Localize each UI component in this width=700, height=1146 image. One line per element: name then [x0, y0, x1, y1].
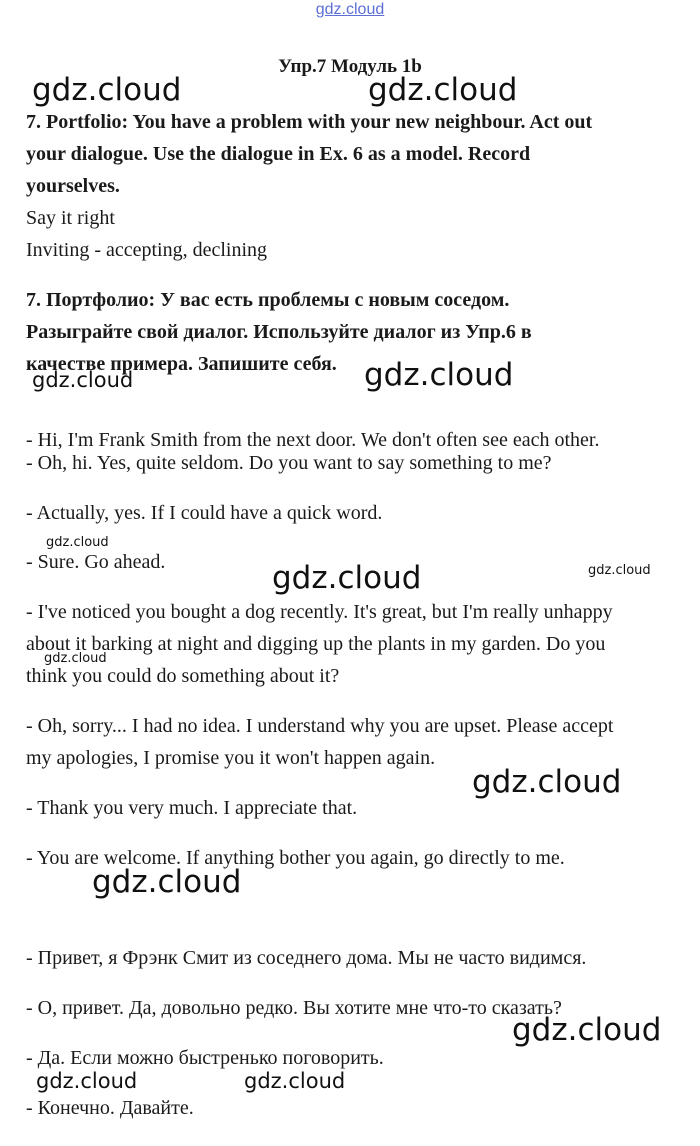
dialogue-ru-line: - О, привет. Да, довольно редко. Вы хотите мне что-то сказать? — [26, 997, 562, 1019]
dialogue-en-line: - You are welcome. If anything bother you again, go directly to me. — [26, 847, 565, 869]
watermark: gdz.cloud — [588, 563, 651, 578]
dialogue-en-line: think you could do something about it? — [26, 665, 340, 687]
watermark: gdz.cloud — [364, 357, 514, 393]
watermark: gdz.cloud — [36, 1069, 138, 1093]
watermark: gdz.cloud — [472, 764, 622, 800]
dialogue-en-line: - Actually, yes. If I could have a quick word. — [26, 502, 383, 524]
task-ru-line: Разыграйте свой диалог. Используйте диалог из Упр.6 в — [26, 321, 532, 343]
dialogue-en-line: - Hi, I'm Frank Smith from the next door. We don't often see each other. — [26, 429, 600, 451]
watermark: gdz.cloud — [92, 864, 242, 900]
watermark: gdz.cloud — [368, 72, 518, 108]
task-en-line: your dialogue. Use the dialogue in Ex. 6 as a model. Record — [26, 143, 531, 165]
watermark: gdz.cloud — [44, 651, 107, 666]
dialogue-ru-line: - Конечно. Давайте. — [26, 1097, 194, 1119]
dialogue-ru-line: - Да. Если можно быстренько поговорить. — [26, 1047, 384, 1069]
inviting-subheading: Inviting - accepting, declining — [26, 239, 268, 261]
watermark: gdz.cloud — [244, 1069, 346, 1093]
task-ru-line: качестве примера. Запишите себя. — [26, 353, 337, 375]
task-ru-line: 7. Портфолио: У вас есть проблемы с новым соседом. — [26, 289, 510, 311]
task-en-line: yourselves. — [26, 175, 120, 197]
dialogue-ru-line: - Привет, я Фрэнк Смит из соседнего дома. Мы не часто видимся. — [26, 947, 587, 969]
dialogue-en-line: my apologies, I promise you it won't happen again. — [26, 747, 436, 769]
dialogue-en-line: - I've noticed you bought a dog recently. It's great, but I'm really unhappy — [26, 601, 613, 623]
page-title: Упр.7 Модуль 1b — [278, 56, 422, 77]
top-watermark-link[interactable]: gdz.cloud — [315, 1, 385, 18]
dialogue-en-line: about it barking at night and digging up the plants in my garden. Do you — [26, 633, 606, 655]
dialogue-en-line: - Oh, hi. Yes, quite seldom. Do you want to say something to me? — [26, 452, 552, 474]
dialogue-en-line: - Sure. Go ahead. — [26, 551, 166, 573]
dialogue-en-line: - Thank you very much. I appreciate that. — [26, 797, 358, 819]
watermark: gdz.cloud — [46, 535, 109, 550]
watermark: gdz.cloud — [32, 72, 182, 108]
watermark: gdz.cloud — [272, 560, 422, 596]
dialogue-en-line: - Oh, sorry... I had no idea. I understand why you are upset. Please accept — [26, 715, 614, 737]
watermark: gdz.cloud — [512, 1012, 662, 1048]
say-it-right-heading: Say it right — [26, 207, 115, 229]
task-en-line: 7. Portfolio: You have a problem with your new neighbour. Act out — [26, 111, 593, 133]
watermark: gdz.cloud — [32, 368, 134, 392]
